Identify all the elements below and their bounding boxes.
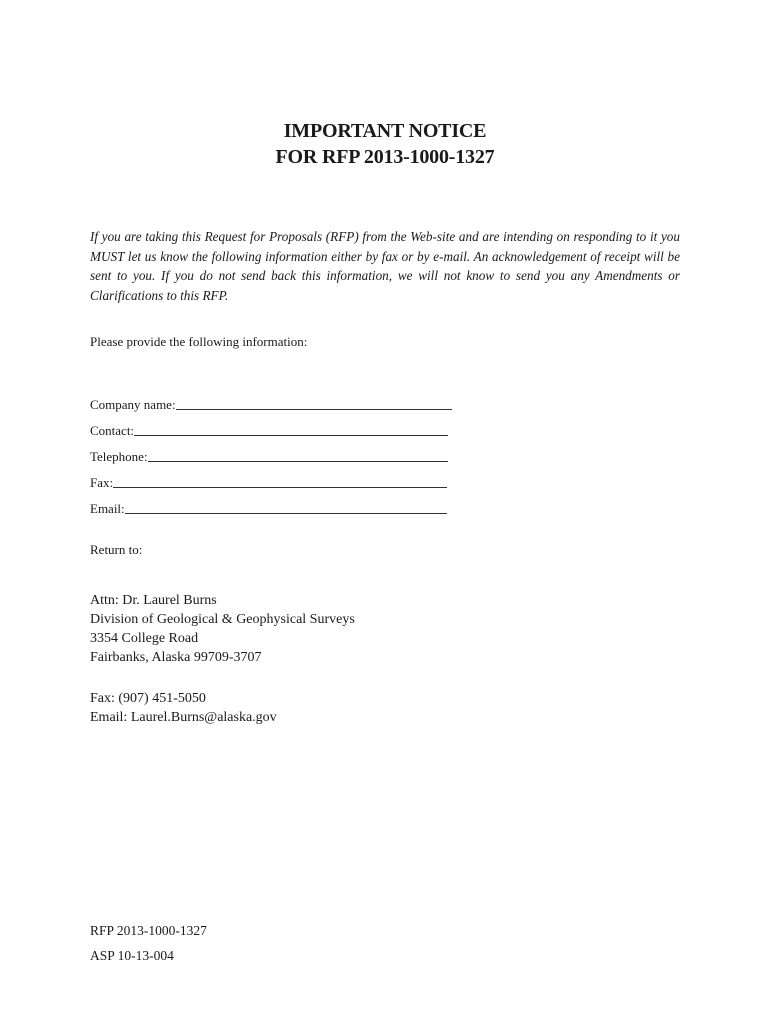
- email-row: [90, 491, 452, 517]
- intro-paragraph: If you are taking this Request for Proposals (RFP) from the Web-site and are intending on responding to it you MUST let us know the following information either by fax or by e-mail. An acknowledgement of receipt will be sent to you. If you do not send back this information, we will not know to send you any Amendments or Clarifications to this RFP.: [90, 229, 680, 303]
- email-field[interactable]: [125, 501, 447, 514]
- fax-field[interactable]: [113, 475, 447, 488]
- telephone-label: Telephone:: [90, 449, 148, 464]
- telephone-field[interactable]: [148, 449, 448, 462]
- return-to-label: Return to:: [90, 542, 143, 557]
- company-name-field[interactable]: [176, 397, 452, 410]
- address-city: Fairbanks, Alaska 99709-3707: [90, 650, 262, 665]
- title-line-2: FOR RFP 2013-1000-1327: [275, 146, 495, 168]
- mailing-address: [90, 591, 355, 667]
- address-street: 3354 College Road: [90, 631, 199, 646]
- contact-info: [90, 689, 277, 727]
- document-footer: [90, 918, 207, 968]
- telephone-row: [90, 439, 452, 465]
- notice-title: [0, 118, 770, 170]
- contact-label: Contact:: [90, 423, 135, 438]
- contact-field[interactable]: [134, 423, 448, 436]
- title-line-1: IMPORTANT NOTICE: [283, 120, 487, 142]
- address-attn: Attn: Dr. Laurel Burns: [90, 593, 217, 608]
- info-form: [90, 387, 452, 517]
- fax-row: [90, 465, 452, 491]
- email-label: Email:: [90, 501, 125, 516]
- company-name-label: Company name:: [90, 397, 176, 412]
- contact-fax: Fax: (907) 451-5050: [90, 691, 206, 706]
- contact-row: [90, 413, 452, 439]
- please-provide-label: Please provide the following information:: [90, 334, 308, 349]
- footer-asp-number: ASP 10-13-004: [90, 948, 174, 963]
- address-division: Division of Geological & Geophysical Surveys: [90, 612, 355, 627]
- footer-rfp-number: RFP 2013-1000-1327: [90, 923, 207, 938]
- contact-email: Email: Laurel.Burns@alaska.gov: [90, 710, 277, 725]
- fax-label: Fax:: [90, 475, 114, 490]
- company-name-row: [90, 387, 452, 413]
